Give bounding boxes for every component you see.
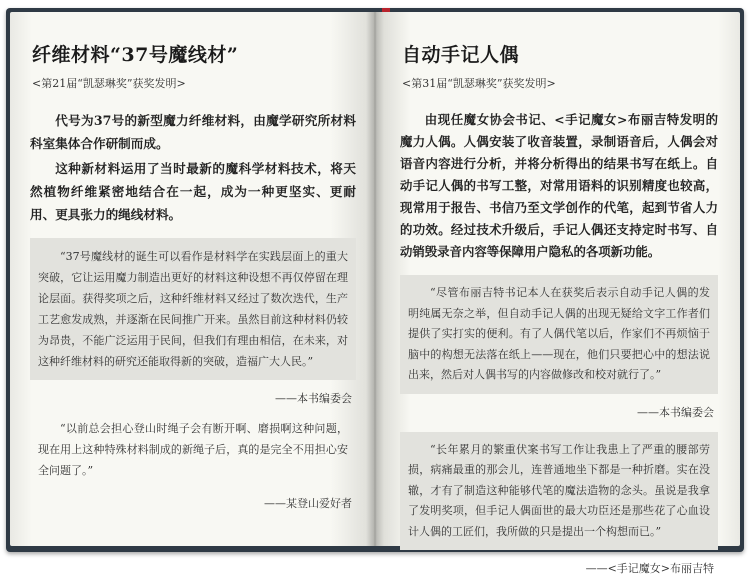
quote-attribution: ——本书编委会 (637, 405, 714, 419)
quote-block: “37号魔线材的诞生可以看作是材料学在实践层面上的重大突破，它让运用魔力制造出更好的材料这种设想不再仅停留在理论层面。获得奖项之后，这种纤维材料又经过了数次迭代，生产工艺愈发成熟，并逐渐在民间推广开来。虽然目前这种材料仍较为昂贵，不能广泛运用于民间，但我们有理由相信，在未来，对这种纤维材料的研究还能取得新的突破，造福广大人民。” (30, 238, 356, 380)
intro-paragraph: 代号为37号的新型魔力纤维材料，由魔学研究所材料科室集体合作研制而成。 (30, 113, 356, 151)
award-subtitle: <第31届“凯瑟琳奖”获奖发明> (402, 77, 556, 90)
right-page (374, 12, 740, 575)
intro-paragraph: 由现任魔女协会书记、<手记魔女>布丽吉特发明的魔力人偶。人偶安装了收音装置，录制语音后，人偶会对语音内容进行分析，并将分析得出的结果书写在纸上。自动手记人偶的书写工整，对常用语料的识别精度也较高，现常用于报告、书信乃至文学创作的代笔，起到节省人力的功效。经过技术升级后，手记人偶还支持定时书写、自动销毁录音内容等保障用户隐私的各项新功能。 (400, 112, 718, 259)
quote-attribution: ——<手记魔女>布丽吉特 (585, 562, 714, 575)
page-title: 自动手记人偶 (402, 44, 520, 66)
quote-attribution: ——某登山爱好者 (264, 497, 352, 510)
intro-paragraph: 这种新材料运用了当时最新的魔科学材料技术，将天然植物纤维紧密地结合在一起，成为一种更坚实、更耐用、更具张力的绳线材料。 (30, 161, 356, 222)
page-title: 纤维材料“37号魔线材” (32, 44, 239, 66)
quote-attribution: ——本书编委会 (275, 392, 352, 405)
open-book (6, 8, 744, 575)
quote-block: “以前总会担心登山时绳子会有断开啊、磨损啊这种问题，现在用上这种特殊材料制成的新绳子后，真的是完全不用担心安全问题了。” (38, 422, 348, 477)
left-page (10, 12, 374, 546)
award-subtitle: <第21届“凯瑟琳奖”获奖发明> (32, 77, 186, 90)
quote-block: “长年累月的繁重伏案书写工作让我患上了严重的腰部劳损，病痛最重的那会儿，连普通地坐下都是一种折磨。实在没辙，才有了制造这种能够代笔的魔法造物的念头。虽说是我拿了发明奖项，但手记人偶面世的最大功臣还是那些花了心血设计人偶的工匠们，我所做的只是提出一个构想而已。” (400, 432, 718, 551)
quote-block: “尽管布丽吉特书记本人在获奖后表示自动手记人偶的发明纯属无奈之举，但自动手记人偶的出现无疑给文字工作者们提供了实打实的便利。有了人偶代笔以后，作家们不再烦恼于脑中的构想无法落在纸上——现在，他们只要把心中的想法说出来，然后对人偶书写的内容做修改和校对就行了。” (400, 275, 718, 394)
